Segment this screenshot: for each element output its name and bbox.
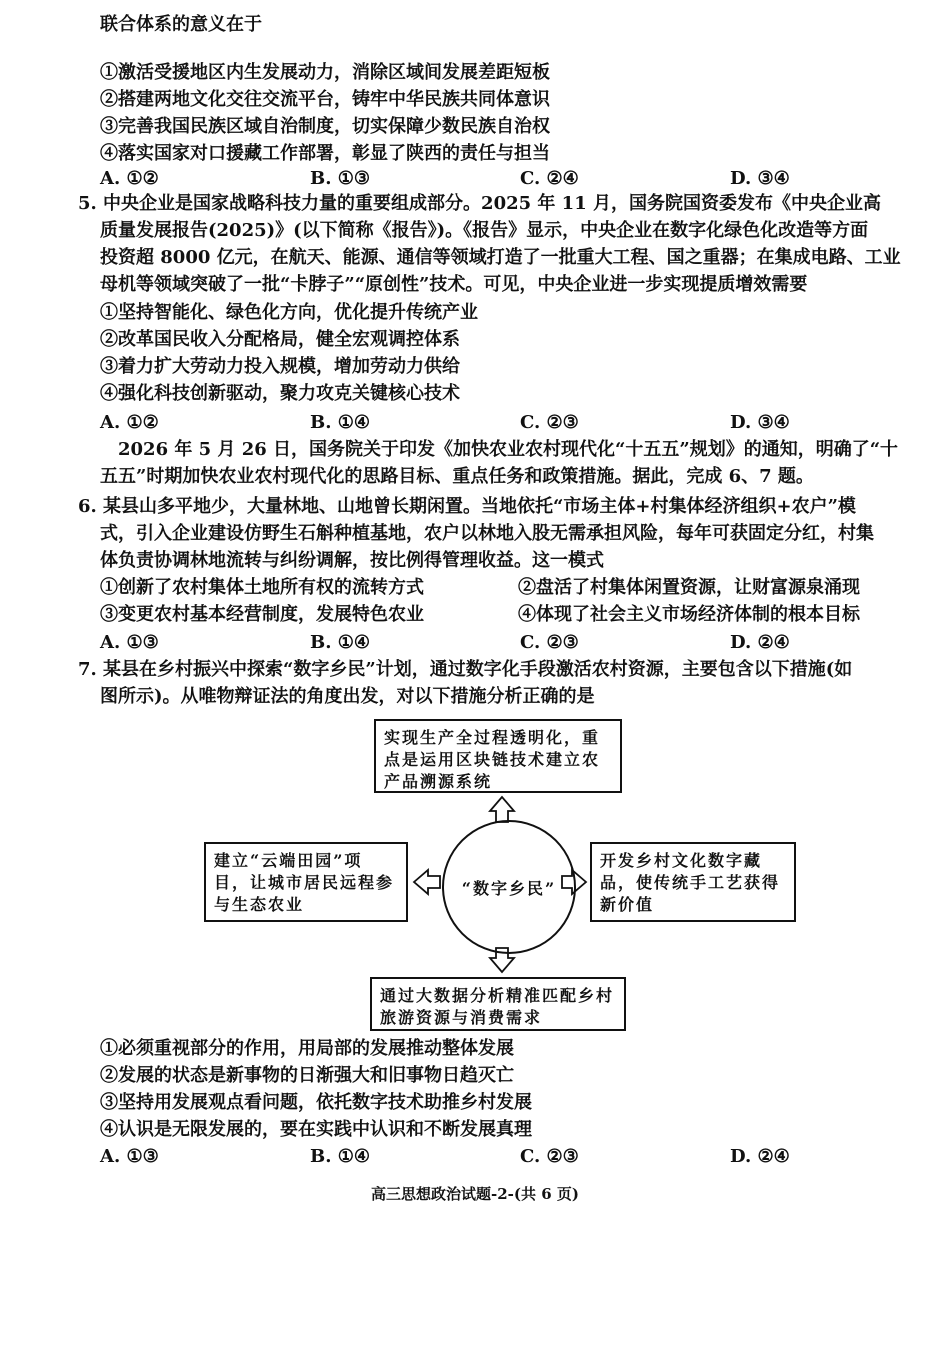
q5-option-d[interactable]: D. ③④ xyxy=(730,412,790,433)
q5-stem-line-2: 质量发展报告(2025)》(以下简称《报告》)。《报告》显示，中央企业在数字化绿色化改造等方面 xyxy=(100,220,869,241)
q4-option-b[interactable]: B. ①③ xyxy=(310,168,371,189)
arrow-up-icon xyxy=(490,797,514,822)
q7-stem-line-1: 7. 某县在乡村振兴中探索“数字乡民”计划，通过数字化手段激活农村资源，主要包含以下措施(如 xyxy=(78,659,853,680)
q5-item-1: ①坚持智能化、绿色化方向，优化提升传统产业 xyxy=(100,302,478,323)
arrow-left-icon xyxy=(414,870,440,894)
q7-option-d[interactable]: D. ②④ xyxy=(730,1146,790,1167)
arrow-right-icon xyxy=(562,870,586,894)
page-footer: 高三思想政治试题-2-(共 6 页) xyxy=(371,1185,579,1203)
q6-item-4: ④体现了社会主义市场经济体制的根本目标 xyxy=(518,604,860,625)
q7-option-b[interactable]: B. ①④ xyxy=(310,1146,371,1167)
cropped-top-line: 联合体系的意义在于 xyxy=(100,14,262,35)
q6-stem-line-3: 体负责协调林地流转与纠纷调解，按比例得管理收益。这一模式 xyxy=(100,550,604,571)
q5-stem-line-1: 5. 中央企业是国家战略科技力量的重要组成部分。2025 年 11 月，国务院国资委发布《中央企业高 xyxy=(78,193,881,214)
intro-6-7-line-2: 五五”时期加快农业农村现代化的思路目标、重点任务和政策措施。据此，完成 6、7 题。 xyxy=(100,466,814,487)
intro-6-7-line-1: 2026 年 5 月 26 日，国务院关于印发《加快农业农村现代化“十五五”规划》的通知，明确了“十 xyxy=(118,439,899,460)
q6-option-d[interactable]: D. ②④ xyxy=(730,632,790,653)
diagram-left-box: 建立“云端田园”项目，让城市居民远程参与生态农业 xyxy=(204,842,408,922)
q5-stem-line-3: 投资超 8000 亿元，在航天、能源、通信等领域打造了一批重大工程、国之重器；在集成电路、工业 xyxy=(100,247,901,268)
q7-option-c[interactable]: C. ②③ xyxy=(520,1146,579,1167)
q5-option-b[interactable]: B. ①④ xyxy=(310,412,371,433)
diagram-right-box: 开发乡村文化数字藏品，使传统手工艺获得新价值 xyxy=(590,842,796,922)
q7-item-2: ②发展的状态是新事物的日渐强大和旧事物日趋灭亡 xyxy=(100,1065,514,1086)
q7-stem-line-2: 图所示)。从唯物辩证法的角度出发，对以下措施分析正确的是 xyxy=(100,686,595,707)
q4-option-d[interactable]: D. ③④ xyxy=(730,168,790,189)
q7-option-a[interactable]: A. ①③ xyxy=(100,1146,159,1167)
q6-stem-line-2: 式，引入企业建设仿野生石斛种植基地，农户以林地入股无需承担风险，每年可获固定分红，村集 xyxy=(100,523,874,544)
q5-item-2: ②改革国民收入分配格局，健全宏观调控体系 xyxy=(100,329,460,350)
q4-option-c[interactable]: C. ②④ xyxy=(520,168,579,189)
q6-option-a[interactable]: A. ①③ xyxy=(100,632,159,653)
q4-item-1: ①激活受援地区内生发展动力，消除区域间发展差距短板 xyxy=(100,62,550,83)
q5-option-c[interactable]: C. ②③ xyxy=(520,412,579,433)
q5-item-3: ③着力扩大劳动力投入规模，增加劳动力供给 xyxy=(100,356,460,377)
q6-item-3: ③变更农村基本经营制度，发展特色农业 xyxy=(100,604,424,625)
diagram-bottom-box: 通过大数据分析精准匹配乡村旅游资源与消费需求 xyxy=(370,977,626,1031)
arrow-down-icon xyxy=(490,948,514,972)
q7-item-3: ③坚持用发展观点看问题，依托数字技术助推乡村发展 xyxy=(100,1092,532,1113)
diagram-center-label: “数字乡民” xyxy=(461,878,557,898)
q5-option-a[interactable]: A. ①② xyxy=(100,412,159,433)
q4-item-2: ②搭建两地文化交往交流平台，铸牢中华民族共同体意识 xyxy=(100,89,550,110)
q5-stem-line-4: 母机等领域突破了一批“卡脖子”“原创性”技术。可见，中央企业进一步实现提质增效需要 xyxy=(100,274,808,295)
q7-item-4: ④认识是无限发展的，要在实践中认识和不断发展真理 xyxy=(100,1119,532,1140)
q6-option-c[interactable]: C. ②③ xyxy=(520,632,579,653)
q6-item-2: ②盘活了村集体闲置资源，让财富源泉涌现 xyxy=(518,577,860,598)
q7-item-1: ①必须重视部分的作用，用局部的发展推动整体发展 xyxy=(100,1038,514,1059)
diagram-top-box: 实现生产全过程透明化，重点是运用区块链技术建立农产品溯源系统 xyxy=(374,719,622,793)
q4-item-3: ③完善我国民族区域自治制度，切实保障少数民族自治权 xyxy=(100,116,550,137)
q4-option-a[interactable]: A. ①② xyxy=(100,168,159,189)
q4-item-4: ④落实国家对口援藏工作部署，彰显了陕西的责任与担当 xyxy=(100,143,550,164)
q6-stem-line-1: 6. 某县山多平地少，大量林地、山地曾长期闲置。当地依托“市场主体+村集体经济组织+农户”模 xyxy=(78,496,856,517)
q5-item-4: ④强化科技创新驱动，聚力攻克关键核心技术 xyxy=(100,383,460,404)
q6-option-b[interactable]: B. ①④ xyxy=(310,632,371,653)
q6-item-1: ①创新了农村集体土地所有权的流转方式 xyxy=(100,577,424,598)
